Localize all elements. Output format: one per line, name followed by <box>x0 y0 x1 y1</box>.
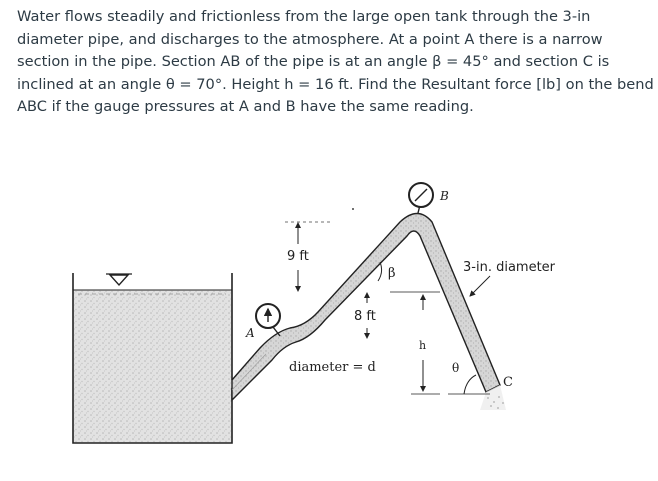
problem-line-5: ABC if the gauge pressures at A and B have the same reading. <box>17 98 474 115</box>
problem-line-3: section in the pipe. Section AB of the pipe is at an angle β = 45° and section C is <box>17 53 610 70</box>
problem-line-1: Water flows steadily and frictionless from the large open tank through the 3-in <box>17 8 591 25</box>
label-point-a: A <box>246 326 255 340</box>
gauge-a-icon <box>256 304 280 336</box>
label-pipe-diameter: 3-in. diameter <box>463 260 556 275</box>
dimension-8ft <box>354 293 376 338</box>
label-throat-diameter: diameter = d <box>289 360 376 375</box>
label-point-c: C <box>503 375 513 390</box>
gauge-b-icon <box>409 183 433 213</box>
label-h: h <box>419 339 427 352</box>
pipe-diameter-callout <box>463 260 556 296</box>
problem-line-2: diameter pipe, and discharges to the atmosphere. At a point A there is a narrow <box>17 30 603 48</box>
label-point-b: B <box>440 189 449 203</box>
dimension-9ft <box>285 208 354 291</box>
problem-line-4: inclined at an angle θ = 70°. Height h = 16 ft. Find the Resultant force [lb] on the bend <box>17 75 654 93</box>
dimension-h <box>390 292 440 394</box>
label-theta: θ <box>452 361 460 375</box>
water-level-triangle-icon <box>110 275 128 285</box>
label-8ft: 8 ft <box>354 309 376 324</box>
tank <box>73 273 232 443</box>
label-beta: β <box>388 266 396 281</box>
angle-beta <box>378 262 396 281</box>
label-9ft: 9 ft <box>287 249 309 264</box>
